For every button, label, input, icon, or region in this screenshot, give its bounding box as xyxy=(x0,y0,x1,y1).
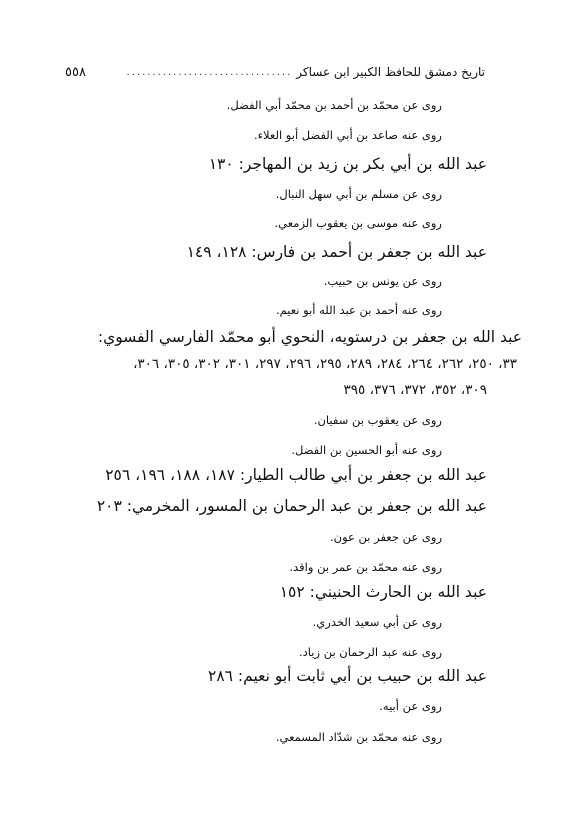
narration-line: روى عنه موسى بن يعقوب الزمعي. xyxy=(274,216,442,230)
narration-line: روى عنه أبو الحسين بن الفضل. xyxy=(291,443,442,457)
header-leader-dots: ................................ xyxy=(126,66,293,78)
narration-line: روى عن مسلم بن أبي سهل النبال. xyxy=(275,187,442,201)
narration-line: روى عنه محمّد بن عمر بن واقد. xyxy=(289,560,442,574)
entry-heading: عبد الله بن جعفر بن أحمد بن فارس: ١٢٨، ١٤٩ xyxy=(186,243,487,261)
narration-line: روى عنه عبد الرحمان بن زياد. xyxy=(299,645,442,659)
narration-line: روى عن يونس بن حبيب. xyxy=(323,274,442,288)
page-number: ٥٥٨ xyxy=(65,64,86,80)
narration-line: روى عن يعقوب بن سفيان. xyxy=(313,413,442,427)
narration-line: روى عن أبيه. xyxy=(379,699,442,713)
entry-heading: عبد الله بن جعفر بن أبي طالب الطيار: ١٨٧، ١٨٨، ١٩٦، ٢٥٦ xyxy=(105,466,487,484)
narration-line: روى عن جعفر بن عون. xyxy=(329,530,442,544)
narration-line: روى عنه صاعد بن أبي الفضل أبو العلاء. xyxy=(253,128,442,142)
page-reference-line: ٣٣، ٢٥٠، ٢٦٢، ٢٦٤، ٢٨٤، ٢٨٩، ٢٩٥، ٢٩٦، ٢٩٧، ٣٠١، ٣٠٢، ٣٠٥، ٣٠٦، xyxy=(133,356,517,372)
narration-line: روى عن محمّد بن أحمد بن محمّد أبي الفضل. xyxy=(226,98,442,112)
entry-heading: عبد الله بن حبيب بن أبي ثابت أبو نعيم: ٢٨٦ xyxy=(208,667,487,685)
entry-heading: عبد الله بن جعفر بن درستويه، النحوي أبو محمّد الفارسي الفسوي: xyxy=(97,328,522,346)
entry-heading: عبد الله بن أبي بكر بن زيد بن المهاجر: ١٣٠ xyxy=(208,155,487,173)
running-header xyxy=(65,62,485,82)
narration-line: روى عن أبي سعيد الخدري. xyxy=(312,615,442,629)
narration-line: روى عنه محمّد بن شدّاد المسمعي. xyxy=(275,730,442,744)
entry-heading: عبد الله بن جعفر بن عبد الرحمان بن المسور، المخرمي: ٢٠٣ xyxy=(96,497,487,515)
page-reference-line: ٣٠٩، ٣٥٢، ٣٧٢، ٣٧٦، ٣٩٥ xyxy=(343,382,487,398)
book-title: تاريخ دمشق للحافظ الكبير ابن عساكر xyxy=(296,65,485,79)
narration-line: روى عنه أحمد بن عبد الله أبو نعيم. xyxy=(275,303,442,317)
entry-heading: عبد الله بن الحارث الحنيني: ١٥٢ xyxy=(279,583,487,601)
